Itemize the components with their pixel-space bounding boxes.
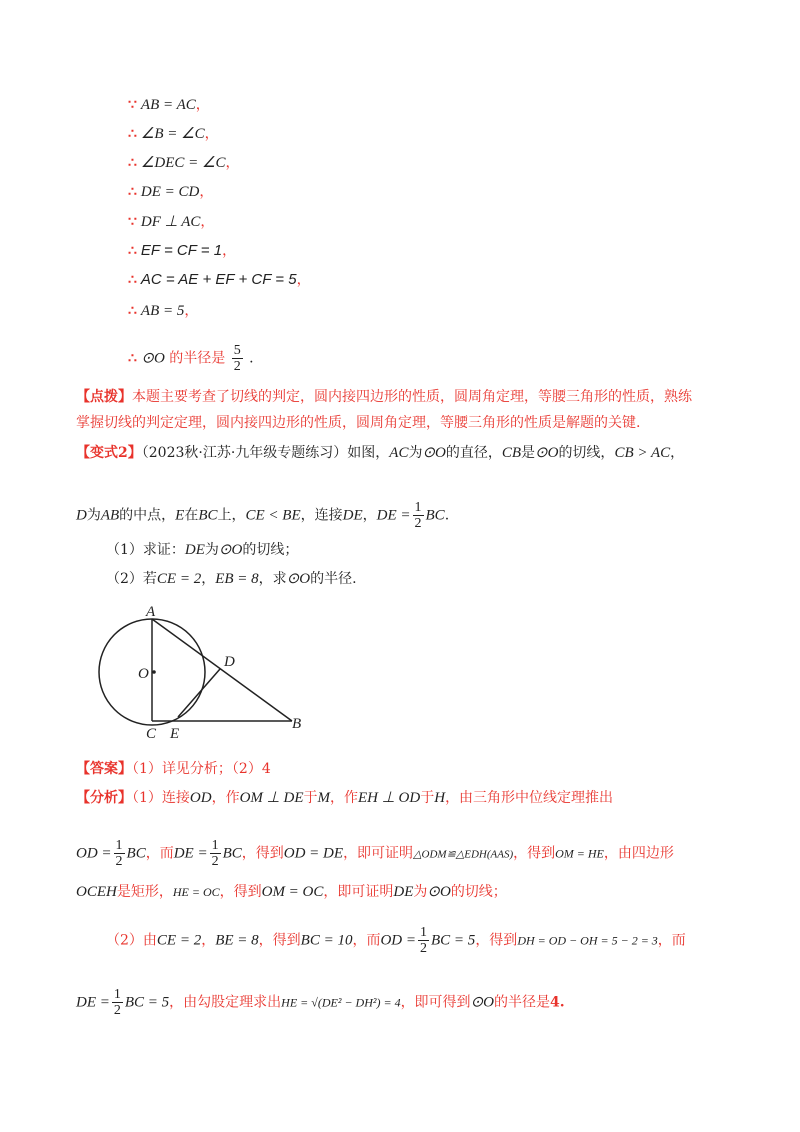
comment-paragraph: 【点拨】本题主要考查了切线的判定，圆内接四边形的性质，圆周角定理，等腰三角形的性质，熟练 掌握切线的判定定理，圆内接四边形的性质，圆周角定理，等腰三角形的性质是解题的关键. (76, 389, 692, 431)
answer-line: 【答案】（1）详见分析；（2）4 (76, 761, 271, 777)
fraction: $\frac{5}{2}$ (233, 343, 241, 374)
proof-step: ∴ EF = CF = 1， (128, 242, 237, 259)
question-1: （1）求证：DE为⊙O的切线； (106, 542, 299, 558)
center-point (152, 670, 156, 674)
proof-step: ∴ AB = 5， (128, 303, 199, 319)
analysis-line-5: DE = $\frac{1}{2}$ BC = 5，由勾股定理求出HE = √(DE² − DH²) = 4，即可得到⊙O的半径是4. (76, 987, 565, 1018)
question-2: （2）若CE = 2，EB = 8，求⊙O的半径. (106, 571, 357, 587)
geometry-figure (96, 604, 326, 744)
radius-conclusion: ∴ ⊙O 的半径是 $\frac{5}{2}$ . (128, 343, 254, 374)
label-e: E (170, 726, 180, 742)
proof-step: ∴ ∠DEC = ∠C， (128, 155, 240, 171)
segment-ab (152, 619, 292, 721)
label-c: C (146, 726, 157, 742)
proof-step: ∴ ∠B = ∠C， (128, 126, 219, 142)
segment-de (178, 669, 220, 717)
proof-step: ∵ AB = AC， (128, 97, 210, 113)
analysis-line-4: （2）由CE = 2，BE = 8，得到BC = 10，而OD = $\frac{1}{2}$ BC = 5，得到DH = OD − OH = 5 − 2 = 3，而 (106, 925, 686, 956)
proof-step: ∴ DE = CD， (128, 184, 214, 200)
circle-symbol: ⊙O (141, 350, 165, 367)
analysis-line-1: 【分析】（1）连接OD，作OM ⊥ DE于M，作EH ⊥ OD于H，由三角形中位线定理推出 (76, 790, 614, 806)
label-b: B (292, 716, 302, 732)
proof-step: ∴ AC = AE + EF + CF = 5， (128, 271, 311, 288)
variant-line-1: 【变式2】（2023秋·江苏·九年级专题练习）如图，AC为⊙O的直径，CB是⊙O的切线，CB > AC， (76, 445, 685, 461)
variant-line-2: D为AB的中点，E在BC上，CE < BE，连接DE，DE = $\frac{1}{2}$ BC. (76, 500, 450, 531)
proof-step: ∵ DF ⊥ AC， (128, 214, 215, 230)
label-a: A (146, 604, 156, 620)
analysis-line-3: OCEH是矩形，HE = OC，得到OM = OC，即可证明DE为⊙O的切线； (76, 884, 507, 900)
label-d: D (224, 654, 235, 670)
label-o: O (138, 666, 149, 682)
fraction: $\frac{1}{2}$ (414, 500, 422, 531)
analysis-line-2: OD = $\frac{1}{2}$ BC，而DE = $\frac{1}{2}$ BC，得到OD = DE，即可证明△ODM≌△EDH(AAS)，得到OM = HE，由四边形 (76, 838, 674, 869)
